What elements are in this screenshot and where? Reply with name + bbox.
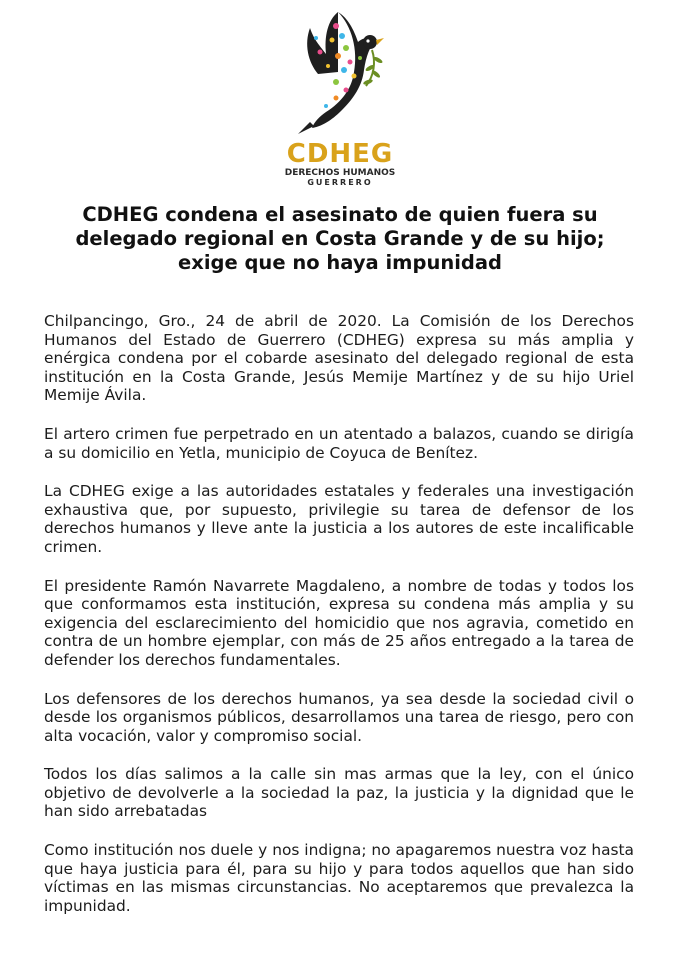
page-title: CDHEG condena el asesinato de quien fuera su delegado regional en Costa Grande y de su hijo; exige que no haya impunidad bbox=[75, 203, 605, 274]
paragraph-dateline: Chilpancingo, Gro., 24 de abril de 2020. La Comisión de los Derechos Humanos del Estado de Guerrero (CDHEG) expresa su más amplia y enérgica condena por el cobarde asesinato del delegado regional de esta institución en la Costa Grande, Jesús Memije Martínez y de su hijo Uriel Memije Ávila. bbox=[44, 312, 634, 405]
paragraph: La CDHEG exige a las autoridades estatales y federales una investigación exhaustiva que, por supuesto, privilegie su tarea de defensor de los derechos humanos y lleve ante la justicia a los autores de este incalificable crimen. bbox=[44, 482, 634, 556]
logo-name: CDHEG bbox=[286, 139, 394, 169]
logo-subtitle-line1: DERECHOS HUMANOS bbox=[284, 168, 396, 178]
paragraph: Como institución nos duele y nos indigna; no apagaremos nuestra voz hasta que haya justicia para él, para su hijo y para todos aquellos que han sido víctimas en las mismas circunstancias. No aceptaremos que prevalezca la impunidad. bbox=[44, 841, 634, 915]
paragraph: El artero crimen fue perpetrado en un atentado a balazos, cuando se dirigía a su domicilio en Yetla, municipio de Coyuca de Benítez. bbox=[44, 424, 634, 462]
paragraph: Todos los días salimos a la calle sin mas armas que la ley, con el único objetivo de devolverle a la sociedad la paz, la justicia y la dignidad que le han sido arrebatadas bbox=[44, 765, 634, 821]
logo-subtitle-line2: GUERRERO bbox=[307, 178, 373, 187]
paragraph: Los defensores de los derechos humanos, ya sea desde la sociedad civil o desde los organismos públicos, desarrollamos una tarea de riesgo, pero con alta vocación, valor y compromiso social. bbox=[44, 689, 634, 745]
dove-icon bbox=[280, 6, 400, 136]
paragraph: El presidente Ramón Navarrete Magdaleno, a nombre de todas y todos los que conformamos esta institución, expresa su condena más amplia y su exigencia del esclarecimiento del homicidio que nos agravia, cometido en contra de un hombre ejemplar, con más de 25 años entregado a la tarea de defender los derechos fundamentales. bbox=[44, 576, 634, 669]
cdheg-logo bbox=[270, 6, 410, 186]
article-body bbox=[44, 312, 634, 933]
